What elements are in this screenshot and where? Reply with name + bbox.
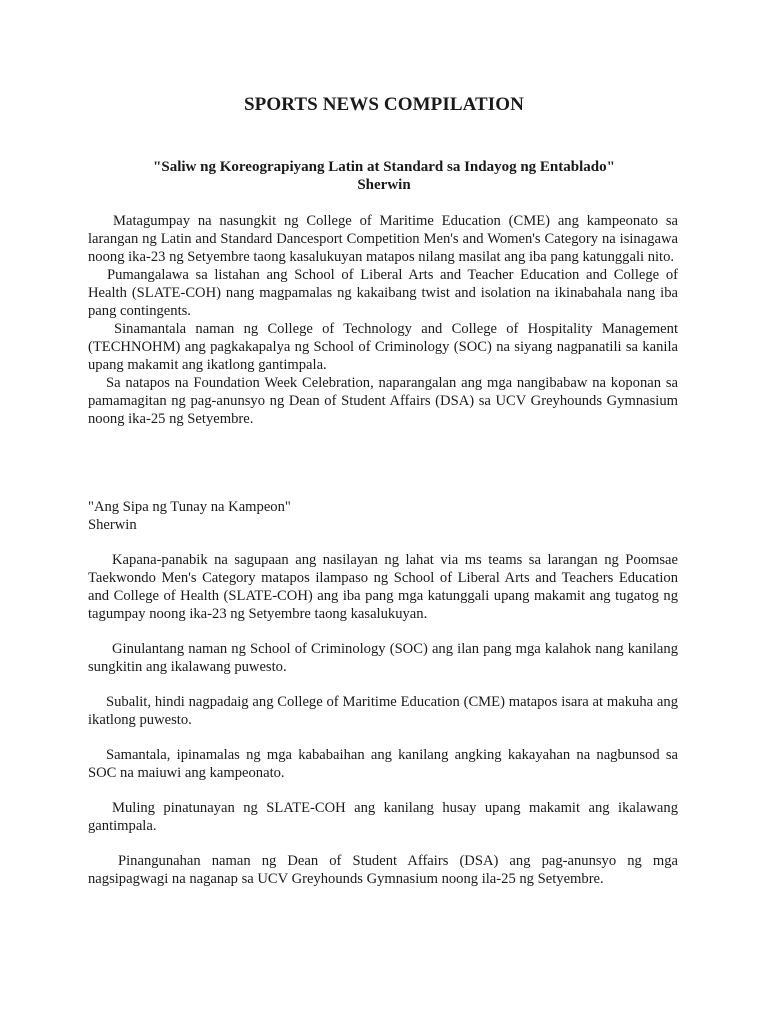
article-1-header [0, 158, 768, 194]
article-1-body [88, 212, 678, 428]
article-1-paragraph: Pumangalawa sa listahan ang School of Liberal Arts and Teacher Education and College of Health (SLATE-COH) nang magpamalas ng kakaibang twist and isolation na ikinabahala nang iba pang contingents. [88, 267, 678, 319]
article-2-paragraph: Muling pinatunayan ng SLATE-COH ang kanilang husay upang makamit ang ikalawang gantimpala. [88, 800, 678, 834]
article-2-headline: "Ang Sipa ng Tunay na Kampeon" [88, 499, 291, 515]
document-title: SPORTS NEWS COMPILATION [244, 94, 524, 115]
article-1-author: Sherwin [357, 177, 411, 193]
article-2-author: Sherwin [88, 517, 137, 533]
article-1-paragraph: Sa natapos na Foundation Week Celebration, naparangalan ang mga nangibabaw na koponan sa pamamagitan ng pag-anunsyo ng Dean of Student Affairs (DSA) sa UCV Greyhounds Gymnasium noong ika-25 ng Setyembre. [88, 375, 678, 427]
article-1-paragraph: Matagumpay na nasungkit ng College of Maritime Education (CME) ang kampeonato sa larangan ng Latin and Standard Dancesport Competition Men's and Women's Category na isinagawa noong ika-23 ng Setyembre taong kasalukuyan matapos nilang masilat ang iba pang katunggali nito. [88, 213, 678, 265]
article-2-paragraph: Subalit, hindi nagpadaig ang College of Maritime Education (CME) matapos isara at makuha ang ikatlong puwesto. [88, 694, 678, 728]
article-1-headline: "Saliw ng Koreograpiyang Latin at Standard sa Indayog ng Entablado" [153, 159, 615, 175]
article-2-header [88, 498, 678, 534]
article-2-paragraph: Ginulantang naman ng School of Criminology (SOC) ang ilan pang mga kalahok nang kanilang sungkitin ang ikalawang puwesto. [88, 641, 678, 675]
article-2-body [88, 551, 678, 905]
article-2-paragraph: Kapana-panabik na sagupaan ang nasilayan ng lahat via ms teams sa larangan ng Poomsae Taekwondo Men's Category matapos ilampaso ng School of Liberal Arts and Teachers Education and College of Health (SLATE-COH) ang iba pang mga katunggali upang makamit ang tugatog ng tagumpay noong ika-23 ng Setyembre taong kasalukuyan. [88, 552, 678, 622]
article-1-paragraph: Sinamantala naman ng College of Technology and College of Hospitality Management (TECHNOHM) ang pagkakapalya ng School of Criminology (SOC) na siyang nagpanatili sa kanila upang makamit ang ikatlong gantimpala. [88, 321, 678, 373]
article-2-paragraph: Samantala, ipinamalas ng mga kababaihan ang kanilang angking kakayahan na nagbunsod sa SOC na maiuwi ang kampeonato. [88, 747, 678, 781]
article-2-paragraph: Pinangunahan naman ng Dean of Student Affairs (DSA) ang pag-anunsyo ng mga nagsipagwagi na naganap sa UCV Greyhounds Gymnasium noong ila-25 ng Setyembre. [88, 853, 678, 887]
